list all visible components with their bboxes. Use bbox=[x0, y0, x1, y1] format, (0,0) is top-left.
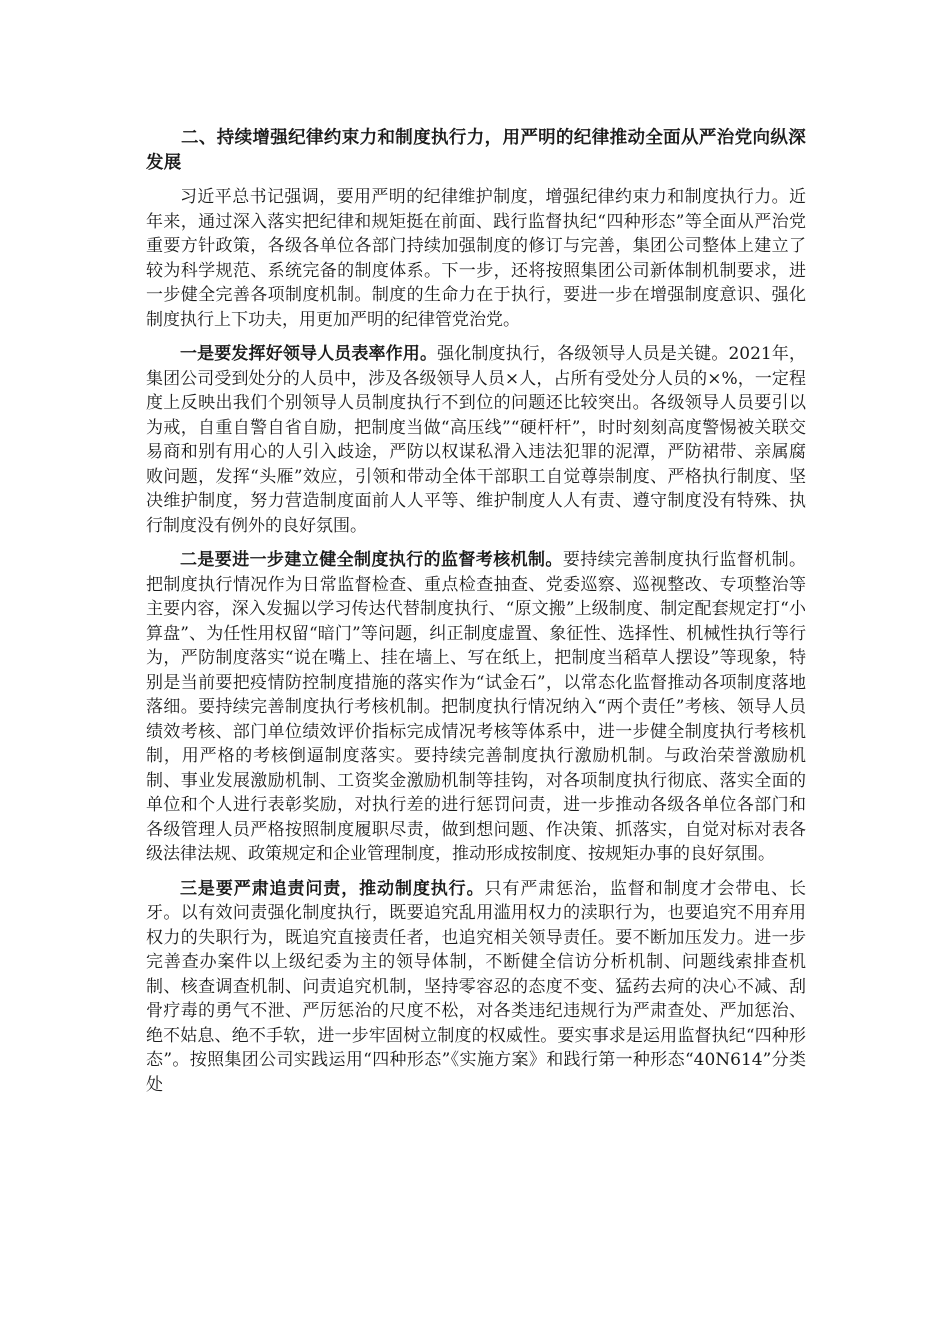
paragraph-body: 要持续完善制度执行监督机制。把制度执行情况作为日常监督检查、重点检查抽查、党委巡察、巡视整改、专项整治等主要内容，深入发掘以学习传达代替制度执行、“原文搬”上级制度、制定配套规定打“小算盘”、为任性用权留“暗门”等问题，纠正制度虚置、象征性、选择性、机械性执行等行为，严防制度落实“说在嘴上、挂在墙上、写在纸上，把制度当稻草人摆设”等现象，特别是当前要把疫情防控制度措施的落实作为“试金石”，以常态化监督推动各项制度落地落细。要持续完善制度执行考核机制。把制度执行情况纳入“两个责任”考核、领导人员绩效考核、部门单位绩效评价指标完成情况考核等体系中，进一步健全制度执行考核机制，用严格的考核倒逼制度落实。要持续完善制度执行激励机制。与政治荣誉激励机制、事业发展激励机制、工资奖金激励机制等挂钩，对各项制度执行彻底、落实全面的单位和个人进行表彰奖励，对执行差的进行惩罚问责，进一步推动各级各单位各部门和各级管理人员严格按照制度履职尽责，做到想问题、作决策、抓落实，自觉对标对表各级法律法规、政策规定和企业管理制度，推动形成按制度、按规矩办事的良好氛围。 bbox=[146, 550, 807, 864]
paragraph-lead: 三是要严肃追责问责，推动制度执行。 bbox=[180, 878, 485, 899]
paragraph-lead: 二是要进一步建立健全制度执行的监督考核机制。 bbox=[180, 550, 563, 570]
intro-paragraph: 习近平总书记强调，要用严明的纪律维护制度，增强纪律约束力和制度执行力。近年来，通过深入落实把纪律和规矩挺在前面、践行监督执纪“四种形态”等全面从严治党重要方针政策，各级各单位各部门持续加强制度的修订与完善，集团公司整体上建立了较为科学规范、系统完备的制度体系。下一步，还将按照集团公司新体制机制要求，进一步健全完善各项制度机制。制度的生命力在于执行，要进一步在增强制度意识、强化制度执行上下功夫，用更加严明的纪律管党治党。 bbox=[146, 187, 806, 330]
paragraph-body: 只有严肃惩治，监督和制度才会带电、长牙。以有效问责强化制度执行，既要追究乱用滥用权力的渎职行为，也要追究不用弃用权力的失职行为，既追究直接责任者，也追究相关领导责任。要不断加压发力。进一步完善查办案件以上级纪委为主的领导体制，不断健全信访分析机制、问题线索排查机制、核查调查机制、问责追究机制，坚持零容忍的态度不变、猛药去疴的决心不减、刮骨疗毒的勇气不泄、严厉惩治的尺度不松，对各类违纪违规行为严肃查处、严加惩治、绝不姑息、绝不手软，进一步牢固树立制度的权威性。要实事求是运用监督执纪“四种形态”。按照集团公司实践运用“四种形态”《实施方案》和践行第一种形态“40N614”分类处 bbox=[146, 878, 806, 1095]
paragraph-leadership-role bbox=[146, 342, 806, 538]
paragraph-supervision-mechanism bbox=[146, 548, 806, 867]
section-heading: 二、持续增强纪律约束力和制度执行力，用严明的纪律推动全面从严治党向纵深发展 bbox=[146, 128, 806, 173]
paragraph-accountability bbox=[146, 877, 806, 1098]
paragraph-body: 强化制度执行，各级领导人员是关键。2021年，集团公司受到处分的人员中，涉及各级领导人员×人，占所有受处分人员的×%，一定程度上反映出我们个别领导人员制度执行不到位的问题还比较突出。各级领导人员要引以为戒，自重自警自省自励，把制度当做“高压线”“硬杆杆”，时时刻刻高度警惕被关联交易商和别有用心的人引入歧途，严防以权谋私滑入违法犯罪的泥潭，严防裙带、亲属腐败问题，发挥“头雁”效应，引领和带动全体干部职工自觉尊崇制度、严格执行制度、坚决维护制度，努力营造制度面前人人平等、维护制度人人有责、遵守制度没有特殊、执行制度没有例外的良好氛围。 bbox=[146, 344, 807, 536]
paragraph-lead: 一是要发挥好领导人员表率作用。 bbox=[180, 344, 438, 364]
document-page bbox=[146, 126, 806, 1107]
